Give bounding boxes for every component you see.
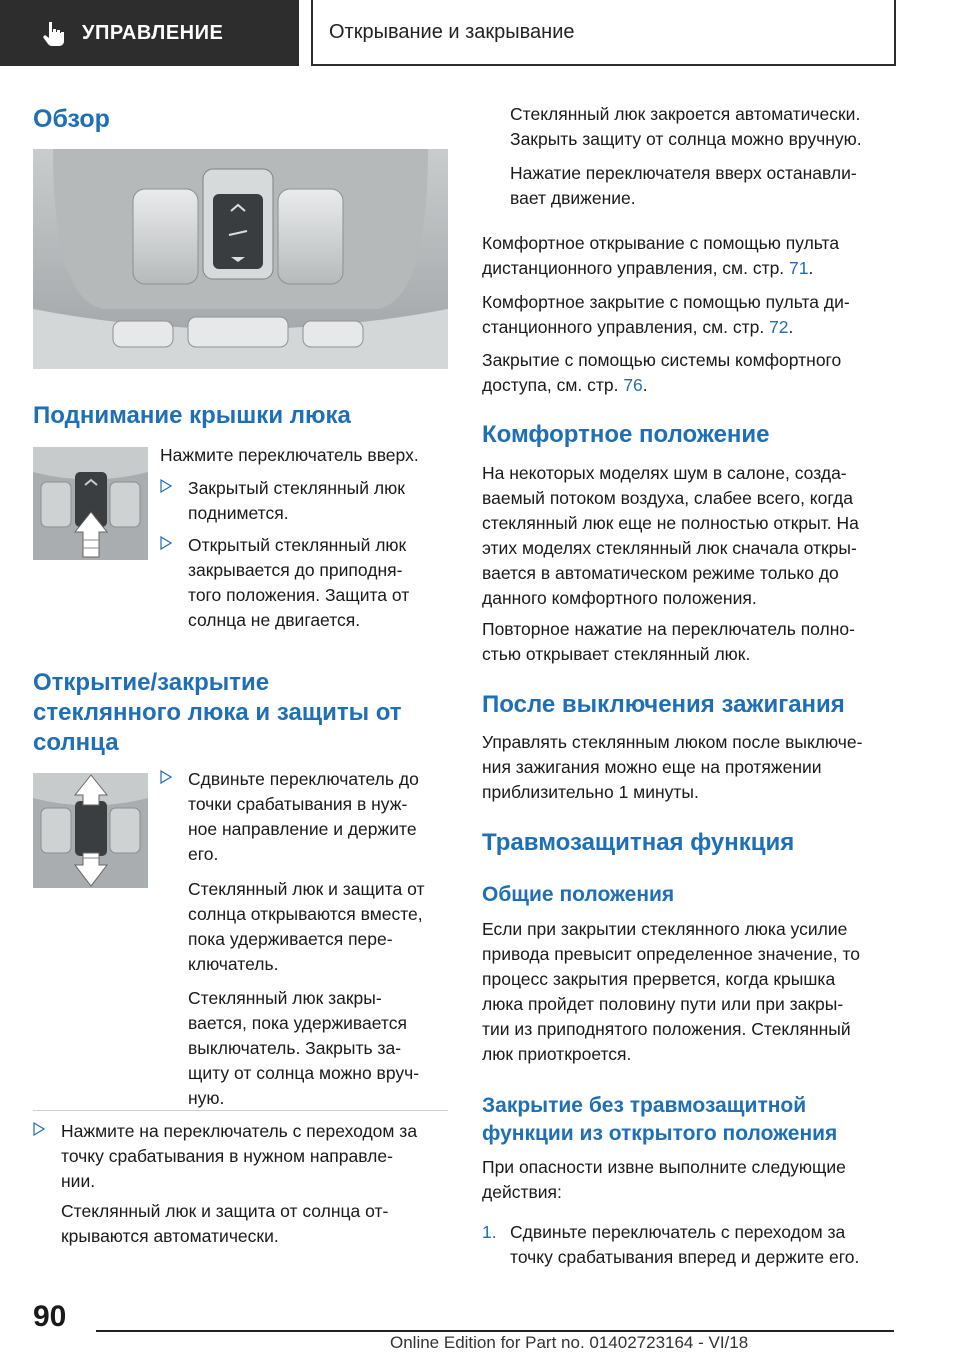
text-line: Комфортное закрытие с помощью пульта ди-	[482, 292, 850, 312]
text-line: тии из приподнятого положения. Стеклянный	[482, 1019, 851, 1039]
text-line: этих моделях стеклянный люк сначала откры-	[482, 538, 857, 558]
text-line: станционного управления, см. стр.	[482, 317, 770, 337]
heading-antitrap: Травмозащитная функция	[482, 829, 795, 856]
step-1	[482, 1220, 897, 1270]
text-line: процесс закрытия прервется, когда крышка	[482, 969, 836, 989]
comfort-close-para: Комфортное закрытие с помощью пульта ди- станционного управления, см. стр. 72.	[482, 292, 850, 337]
text-line: ную.	[188, 1088, 225, 1108]
text-line: люка пройдет половину пути или при закры-	[482, 994, 844, 1014]
heading-line: солнца	[33, 729, 119, 756]
text-line: Нажмите на переключатель с переходом за	[61, 1121, 418, 1141]
text-line: вает движение.	[510, 188, 636, 208]
comfort-access-para: Закрытие с помощью системы комфортного доступа, см. стр. 76.	[482, 350, 842, 395]
text-line: Сдвиньте переключатель с переходом за	[510, 1222, 846, 1242]
heading-line: Открытие/закрытие	[33, 669, 270, 696]
text-line: Закрыть защиту от солнца можно вручную.	[510, 129, 862, 149]
footer-rule	[96, 1330, 894, 1332]
step-number: 1.	[482, 1222, 497, 1242]
text-line: стью открывает стеклянный люк.	[482, 644, 751, 664]
text-line: точку срабатывания в нужном направле-	[61, 1146, 393, 1166]
open-para-1	[188, 877, 424, 977]
page-link-76[interactable]: 76	[623, 375, 643, 395]
open-bullet-2	[33, 1119, 448, 1194]
page-header	[0, 0, 960, 66]
text-line: ное направление и держите	[188, 819, 417, 839]
stop-movement-para	[510, 161, 857, 211]
heading-overview: Обзор	[33, 105, 110, 133]
text-line: точки срабатывания в нуж-	[188, 794, 408, 814]
text-line: ваемый потоком воздуха, слабее всего, когда	[482, 488, 853, 508]
comfort-position-para-2	[482, 617, 855, 667]
general-para	[482, 917, 860, 1067]
raise-bullet-2	[160, 533, 448, 633]
text-line: Если при закрытии стеклянного люка усилие	[482, 919, 848, 939]
divider	[33, 1110, 448, 1111]
heading-line: функции из открытого положения	[482, 1122, 838, 1145]
section-title: УПРАВЛЕНИЕ	[82, 21, 224, 44]
continuation-para	[510, 102, 862, 152]
text-line: Открытый стеклянный люк	[188, 535, 407, 555]
text-line: пока удерживается пере-	[188, 929, 393, 949]
comfort-open-para: Комфортное открывание с помощью пульта дистанционного управления, см. стр. 71.	[482, 233, 840, 278]
text-line: нии.	[61, 1171, 96, 1191]
text-line: Закрытый стеклянный люк	[188, 478, 405, 498]
text-line: выключатель. Закрыть за-	[188, 1038, 402, 1058]
text-line: точку срабатывания вперед и держите его.	[510, 1247, 860, 1267]
page-number: 90	[33, 1300, 67, 1333]
text-line: крываются автоматически.	[61, 1226, 279, 1246]
heading-after-ignition: После выключения зажигания	[482, 691, 845, 718]
raise-intro: Нажмите переключатель вверх.	[160, 445, 419, 465]
after-ignition-para	[482, 730, 862, 805]
triangle-bullet-icon	[160, 770, 172, 784]
text-line: приблизительно 1 минуты.	[482, 782, 699, 802]
text-line: Повторное нажатие на переключатель полно-	[482, 619, 855, 639]
text-line: Нажатие переключателя вверх останавли-	[510, 163, 857, 183]
text-line: солнца не двигается.	[188, 610, 361, 630]
overview-photo	[33, 149, 448, 369]
text-line: ключатель.	[188, 954, 279, 974]
slide-switch-photo	[33, 773, 148, 888]
page-link-71[interactable]: 71	[789, 258, 809, 278]
hand-pointer-icon	[38, 18, 68, 48]
page-link-72[interactable]: 72	[769, 317, 789, 337]
text-line: Закрытие с помощью системы комфортного	[482, 350, 842, 370]
text-line: закрывается до приподня-	[188, 560, 403, 580]
raise-switch-photo	[33, 447, 148, 560]
heading-line: стеклянного люка и защиты от	[33, 699, 402, 726]
edition-note: Online Edition for Part no. 01402723164 - VI/18	[390, 1333, 749, 1352]
text-line: щиту от солнца можно вруч-	[188, 1063, 420, 1083]
chapter-title: Открывание и закрывание	[329, 20, 575, 43]
comfort-position-para	[482, 461, 859, 611]
text-line: вается в автоматическом режиме только до	[482, 563, 839, 583]
text-line: дистанционного управления, см. стр.	[482, 258, 790, 278]
heading-close-without-antitrap	[482, 1092, 837, 1148]
text-line: ния зажигания можно еще на протяжении	[482, 757, 822, 777]
triangle-bullet-icon	[33, 1122, 45, 1136]
heading-general: Общие положения	[482, 883, 675, 906]
text-line: солнца открываются вместе,	[188, 904, 423, 924]
triangle-bullet-icon	[160, 536, 172, 550]
text-line: При опасности извне выполните следующие	[482, 1157, 846, 1177]
text-line: доступа, см. стр.	[482, 375, 624, 395]
text-line: привода превысит определенное значение, то	[482, 944, 861, 964]
heading-comfort-position: Комфортное положение	[482, 421, 770, 448]
open-para-3	[61, 1199, 388, 1249]
chapter-tab	[311, 0, 896, 66]
raise-bullet-1	[160, 476, 448, 526]
heading-line: Закрытие без травмозащитной	[482, 1094, 807, 1117]
heading-open-close	[33, 668, 402, 758]
text-line: вается, пока удерживается	[188, 1013, 407, 1033]
text-line: его.	[188, 844, 219, 864]
text-line: Стеклянный люк закроется автоматически.	[510, 104, 861, 124]
text-line: Стеклянный люк и защита от солнца от-	[61, 1201, 389, 1221]
section-tab	[0, 0, 299, 66]
text-line: действия:	[482, 1182, 562, 1202]
heading-raise: Поднимание крышки люка	[33, 402, 351, 429]
text-line: Комфортное открывание с помощью пульта	[482, 233, 840, 253]
text-line: На некоторых моделях шум в салоне, созда-	[482, 463, 847, 483]
text-line: Стеклянный люк закры-	[188, 988, 382, 1008]
danger-para	[482, 1155, 846, 1205]
open-para-2	[188, 986, 419, 1111]
text-line: Управлять стеклянным люком после выключе-	[482, 732, 863, 752]
text-line: данного комфортного положения.	[482, 588, 757, 608]
text-line: поднимется.	[188, 503, 289, 523]
text-line: того положения. Защита от	[188, 585, 410, 605]
text-line: Стеклянный люк и защита от	[188, 879, 425, 899]
text-line: люк приоткроется.	[482, 1044, 632, 1064]
text-line: Сдвиньте переключатель до	[188, 769, 419, 789]
triangle-bullet-icon	[160, 479, 172, 493]
text-line: стеклянный люк еще не полностью открыт. На	[482, 513, 859, 533]
open-bullet-1	[160, 767, 448, 867]
